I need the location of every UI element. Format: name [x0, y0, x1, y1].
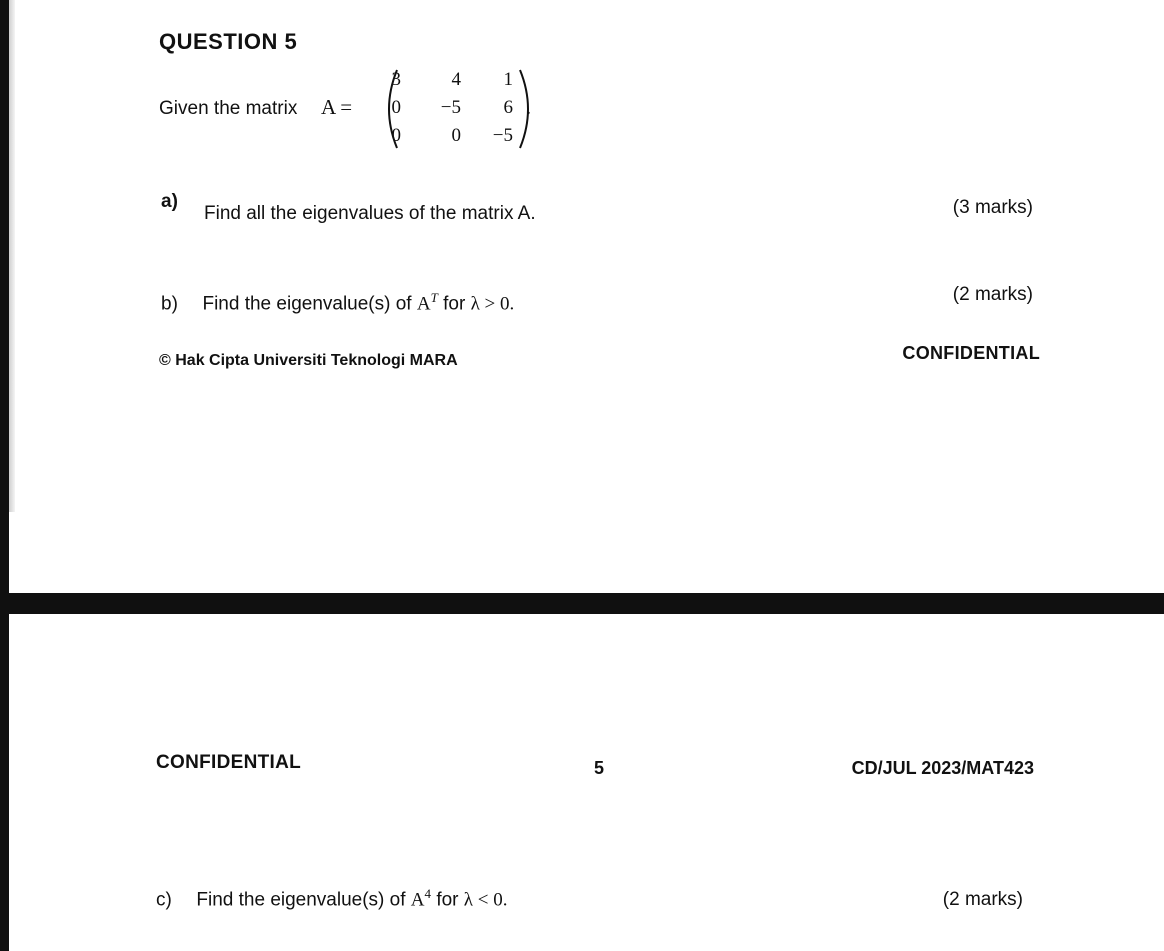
part-c-marks: (2 marks) [942, 889, 1023, 910]
matrix-lhs: A = [321, 95, 353, 119]
matrix-cell: −5 [492, 125, 513, 146]
exam-page-lower [9, 614, 1164, 951]
confidential-header: CONFIDENTIAL [156, 752, 302, 773]
matrix-cell: 1 [503, 69, 513, 90]
part-b-matrix: A [416, 293, 431, 315]
page-number: 5 [594, 758, 605, 778]
part-b-marks: (2 marks) [952, 284, 1033, 305]
part-c-matrix: A [410, 889, 425, 911]
copyright-footer: © Hak Cipta Universiti Teknologi MARA [159, 352, 458, 369]
matrix-cell: 3 [391, 69, 401, 90]
part-b-condition: λ > 0. [470, 293, 515, 315]
part-b-text: Find the eigenvalue(s) of [202, 293, 412, 315]
given-text: Given the matrix [159, 98, 298, 119]
confidential-footer: CONFIDENTIAL [902, 343, 1040, 363]
matrix-suffix: . [526, 97, 531, 119]
part-a-letter: a) [161, 191, 178, 212]
part-c-question [156, 886, 507, 911]
matrix-cell: 0 [391, 97, 401, 118]
part-c-superscript: 4 [424, 886, 432, 901]
matrix-cell: −5 [440, 97, 461, 118]
part-c-text: Find the eigenvalue(s) of [196, 889, 406, 911]
part-a-marks: (3 marks) [952, 197, 1033, 218]
part-b-for: for [443, 293, 466, 315]
page-edge-shadow [9, 0, 15, 512]
part-b-letter: b) [161, 293, 178, 315]
question-title: QUESTION 5 [159, 29, 298, 54]
part-c-condition: λ < 0. [463, 889, 508, 911]
part-b-question [161, 290, 514, 315]
matrix-cell: 0 [391, 125, 401, 146]
part-c-letter: c) [156, 889, 172, 911]
part-c-for: for [436, 889, 459, 911]
exam-page-upper [9, 0, 1164, 593]
part-b-superscript: T [430, 290, 438, 305]
matrix-cell: 6 [503, 97, 513, 118]
part-a-text: Find all the eigenvalues of the matrix A. [204, 203, 536, 224]
matrix-cell: 4 [451, 69, 461, 90]
course-code: CD/JUL 2023/MAT423 [851, 758, 1034, 778]
matrix-cell: 0 [451, 125, 461, 146]
